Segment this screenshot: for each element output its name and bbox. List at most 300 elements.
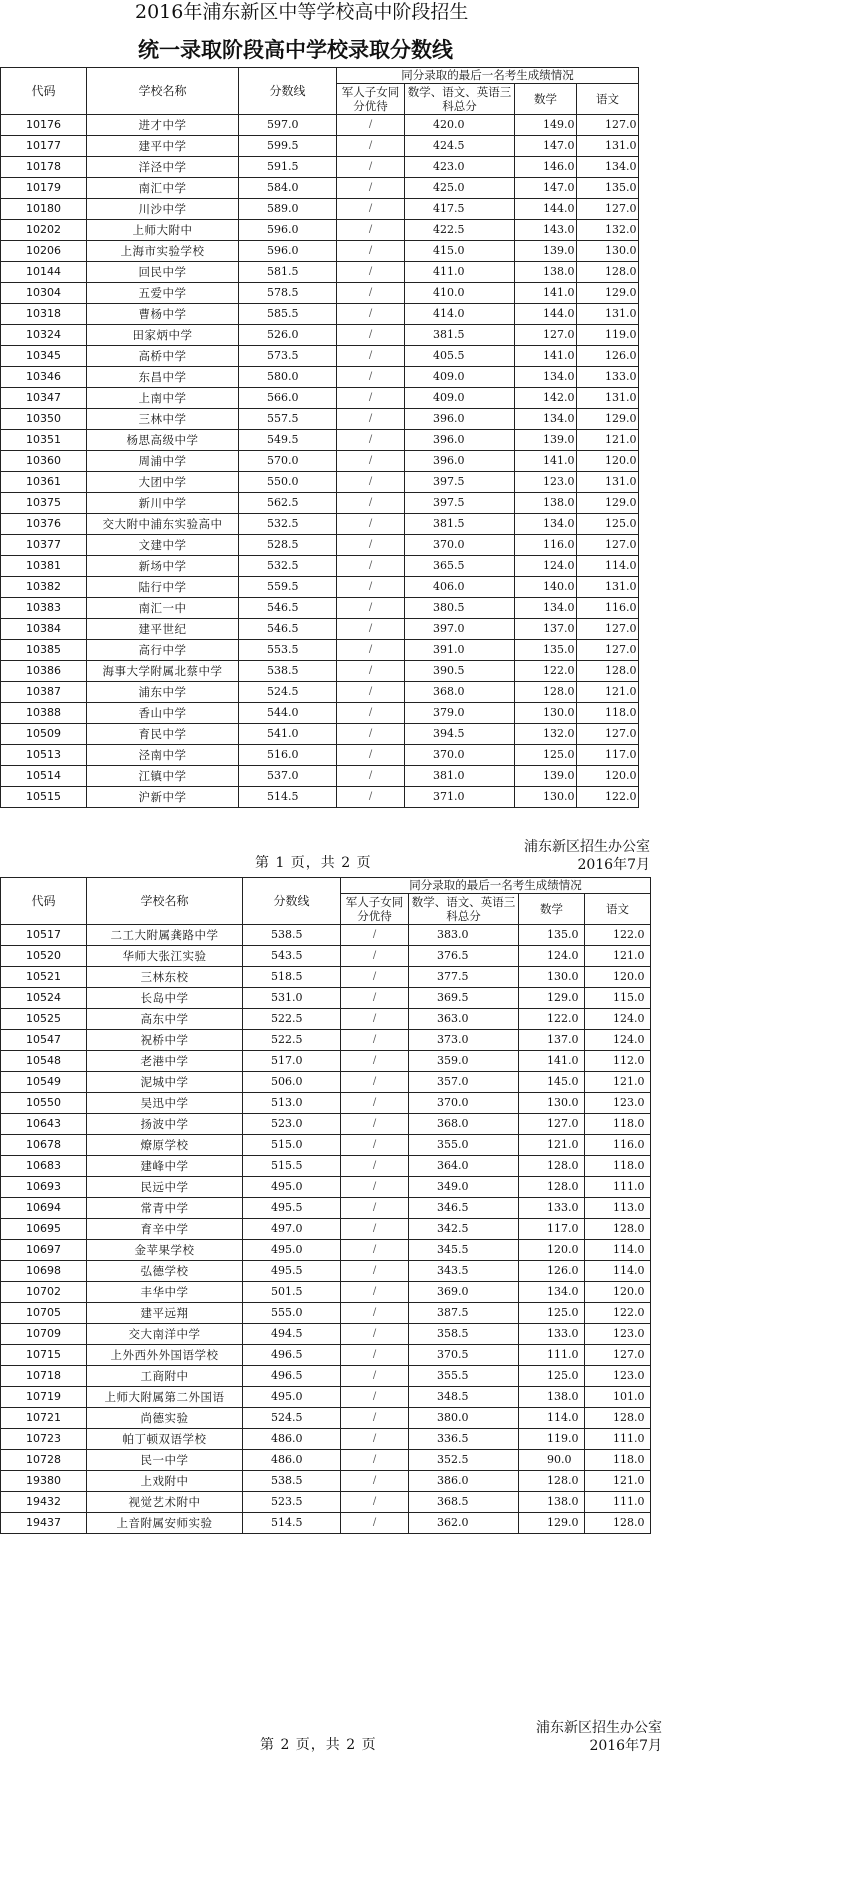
issuer-block-page-1 xyxy=(460,838,650,874)
chinese-score: 115.0 xyxy=(585,988,651,1009)
math-score: 134.0 xyxy=(515,367,577,388)
three-subject-total: 369.5 xyxy=(409,988,519,1009)
score-line: 486.0 xyxy=(243,1450,341,1471)
score-line: 495.5 xyxy=(243,1261,341,1282)
table-row xyxy=(1,514,639,535)
table-row xyxy=(1,1114,651,1135)
math-score: 125.0 xyxy=(515,745,577,766)
score-line: 581.5 xyxy=(239,262,337,283)
score-line: 522.5 xyxy=(243,1030,341,1051)
math-score: 138.0 xyxy=(519,1387,585,1408)
table-row xyxy=(1,136,639,157)
chinese-score: 113.0 xyxy=(585,1198,651,1219)
three-subject-total: 396.0 xyxy=(405,451,515,472)
score-line: 596.0 xyxy=(239,220,337,241)
school-code: 10520 xyxy=(1,946,87,967)
table-row xyxy=(1,925,651,946)
math-score: 124.0 xyxy=(519,946,585,967)
military-priority: / xyxy=(337,661,405,682)
score-line: 514.5 xyxy=(243,1513,341,1534)
school-name: 沪新中学 xyxy=(87,787,239,808)
school-name: 曹杨中学 xyxy=(87,304,239,325)
school-code: 10206 xyxy=(1,241,87,262)
score-line: 497.0 xyxy=(243,1219,341,1240)
table-row xyxy=(1,1198,651,1219)
military-priority: / xyxy=(341,1471,409,1492)
military-priority: / xyxy=(341,1303,409,1324)
table-row xyxy=(1,472,639,493)
table-row xyxy=(1,1513,651,1534)
chinese-score: 132.0 xyxy=(577,220,639,241)
chinese-score: 128.0 xyxy=(585,1408,651,1429)
header-score-line: 分数线 xyxy=(243,878,341,925)
score-line: 566.0 xyxy=(239,388,337,409)
score-line: 518.5 xyxy=(243,967,341,988)
score-line: 531.0 xyxy=(243,988,341,1009)
math-score: 129.0 xyxy=(519,988,585,1009)
table-row xyxy=(1,661,639,682)
three-subject-total: 370.0 xyxy=(405,535,515,556)
math-score: 125.0 xyxy=(519,1366,585,1387)
school-code: 10346 xyxy=(1,367,87,388)
table-row xyxy=(1,1408,651,1429)
military-priority: / xyxy=(341,1240,409,1261)
table-row xyxy=(1,1156,651,1177)
document-title: 2016年浦东新区中等学校高中阶段招生 xyxy=(135,1,469,23)
score-line: 555.0 xyxy=(243,1303,341,1324)
table-row xyxy=(1,346,639,367)
school-name: 建峰中学 xyxy=(87,1156,243,1177)
three-subject-total: 359.0 xyxy=(409,1051,519,1072)
school-name: 海事大学附属北蔡中学 xyxy=(87,661,239,682)
military-priority: / xyxy=(337,451,405,472)
table-row xyxy=(1,1051,651,1072)
three-subject-total: 342.5 xyxy=(409,1219,519,1240)
school-code: 10388 xyxy=(1,703,87,724)
chinese-score: 122.0 xyxy=(585,1303,651,1324)
chinese-score: 121.0 xyxy=(585,1072,651,1093)
three-subject-total: 414.0 xyxy=(405,304,515,325)
math-score: 128.0 xyxy=(519,1177,585,1198)
header-chinese: 语文 xyxy=(577,84,639,115)
school-code: 10304 xyxy=(1,283,87,304)
math-score: 137.0 xyxy=(519,1030,585,1051)
school-code: 10360 xyxy=(1,451,87,472)
table-row xyxy=(1,619,639,640)
three-subject-total: 380.0 xyxy=(409,1408,519,1429)
math-score: 142.0 xyxy=(515,388,577,409)
school-code: 10382 xyxy=(1,577,87,598)
three-subject-total: 368.5 xyxy=(409,1492,519,1513)
chinese-score: 118.0 xyxy=(585,1114,651,1135)
table-row xyxy=(1,1429,651,1450)
math-score: 138.0 xyxy=(515,493,577,514)
school-name: 江镇中学 xyxy=(87,766,239,787)
three-subject-total: 371.0 xyxy=(405,787,515,808)
chinese-score: 101.0 xyxy=(585,1387,651,1408)
chinese-score: 127.0 xyxy=(577,619,639,640)
math-score: 126.0 xyxy=(519,1261,585,1282)
three-subject-total: 357.0 xyxy=(409,1072,519,1093)
school-code: 10513 xyxy=(1,745,87,766)
math-score: 133.0 xyxy=(519,1198,585,1219)
table-row xyxy=(1,1135,651,1156)
score-line: 557.5 xyxy=(239,409,337,430)
three-subject-total: 394.5 xyxy=(405,724,515,745)
three-subject-total: 386.0 xyxy=(409,1471,519,1492)
table-row xyxy=(1,967,651,988)
military-priority: / xyxy=(337,199,405,220)
table-row xyxy=(1,598,639,619)
school-name: 泾南中学 xyxy=(87,745,239,766)
math-score: 135.0 xyxy=(519,925,585,946)
chinese-score: 127.0 xyxy=(585,1345,651,1366)
school-name: 华师大张江实验 xyxy=(87,946,243,967)
score-line: 570.0 xyxy=(239,451,337,472)
score-line: 513.0 xyxy=(243,1093,341,1114)
school-name: 扬波中学 xyxy=(87,1114,243,1135)
military-priority: / xyxy=(337,577,405,598)
school-code: 10345 xyxy=(1,346,87,367)
school-code: 10695 xyxy=(1,1219,87,1240)
school-name: 祝桥中学 xyxy=(87,1030,243,1051)
three-subject-total: 370.0 xyxy=(409,1093,519,1114)
school-code: 10709 xyxy=(1,1324,87,1345)
table-row xyxy=(1,988,651,1009)
score-line: 541.0 xyxy=(239,724,337,745)
military-priority: / xyxy=(341,988,409,1009)
military-priority: / xyxy=(337,262,405,283)
school-code: 10521 xyxy=(1,967,87,988)
school-name: 陆行中学 xyxy=(87,577,239,598)
table-row xyxy=(1,1387,651,1408)
military-priority: / xyxy=(341,946,409,967)
military-priority: / xyxy=(341,967,409,988)
three-subject-total: 417.5 xyxy=(405,199,515,220)
school-name: 交大南洋中学 xyxy=(87,1324,243,1345)
chinese-score: 120.0 xyxy=(585,967,651,988)
chinese-score: 121.0 xyxy=(585,946,651,967)
school-name: 南汇中学 xyxy=(87,178,239,199)
military-priority: / xyxy=(341,1450,409,1471)
three-subject-total: 368.0 xyxy=(409,1114,519,1135)
score-line: 495.5 xyxy=(243,1198,341,1219)
header-score-line: 分数线 xyxy=(239,68,337,115)
math-score: 130.0 xyxy=(515,703,577,724)
chinese-score: 134.0 xyxy=(577,157,639,178)
score-line: 506.0 xyxy=(243,1072,341,1093)
school-name: 燎原学校 xyxy=(87,1135,243,1156)
school-name: 新场中学 xyxy=(87,556,239,577)
school-code: 10524 xyxy=(1,988,87,1009)
math-score: 128.0 xyxy=(519,1156,585,1177)
school-code: 10386 xyxy=(1,661,87,682)
chinese-score: 131.0 xyxy=(577,472,639,493)
school-name: 田家炳中学 xyxy=(87,325,239,346)
score-line: 591.5 xyxy=(239,157,337,178)
school-code: 10351 xyxy=(1,430,87,451)
school-name: 尚德实验 xyxy=(87,1408,243,1429)
chinese-score: 114.0 xyxy=(577,556,639,577)
military-priority: / xyxy=(341,1387,409,1408)
military-priority: / xyxy=(337,640,405,661)
chinese-score: 129.0 xyxy=(577,493,639,514)
table-row xyxy=(1,640,639,661)
military-priority: / xyxy=(337,535,405,556)
school-code: 10683 xyxy=(1,1156,87,1177)
math-score: 147.0 xyxy=(515,178,577,199)
school-code: 10678 xyxy=(1,1135,87,1156)
school-name: 建平中学 xyxy=(87,136,239,157)
school-name: 回民中学 xyxy=(87,262,239,283)
chinese-score: 131.0 xyxy=(577,388,639,409)
military-priority: / xyxy=(337,346,405,367)
school-name: 洋泾中学 xyxy=(87,157,239,178)
score-line: 524.5 xyxy=(243,1408,341,1429)
table-row xyxy=(1,262,639,283)
math-score: 90.0 xyxy=(519,1450,585,1471)
chinese-score: 120.0 xyxy=(585,1282,651,1303)
chinese-score: 122.0 xyxy=(577,787,639,808)
chinese-score: 122.0 xyxy=(585,925,651,946)
score-line: 573.5 xyxy=(239,346,337,367)
header-math: 数学 xyxy=(515,84,577,115)
school-code: 10361 xyxy=(1,472,87,493)
military-priority: / xyxy=(341,1156,409,1177)
school-name: 高桥中学 xyxy=(87,346,239,367)
school-name: 帕丁顿双语学校 xyxy=(87,1429,243,1450)
school-name: 老港中学 xyxy=(87,1051,243,1072)
chinese-score: 129.0 xyxy=(577,283,639,304)
school-name: 川沙中学 xyxy=(87,199,239,220)
table-row xyxy=(1,367,639,388)
military-priority: / xyxy=(337,724,405,745)
military-priority: / xyxy=(337,766,405,787)
math-score: 130.0 xyxy=(515,787,577,808)
school-name: 交大附中浦东实验高中 xyxy=(87,514,239,535)
score-line: 501.5 xyxy=(243,1282,341,1303)
military-priority: / xyxy=(341,1366,409,1387)
table-row xyxy=(1,1261,651,1282)
header-code: 代码 xyxy=(1,878,87,925)
math-score: 144.0 xyxy=(515,304,577,325)
school-name: 泥城中学 xyxy=(87,1072,243,1093)
score-line: 562.5 xyxy=(239,493,337,514)
document-subtitle: 统一录取阶段高中学校录取分数线 xyxy=(138,38,453,62)
score-line: 578.5 xyxy=(239,283,337,304)
table-row xyxy=(1,115,639,136)
three-subject-total: 355.0 xyxy=(409,1135,519,1156)
military-priority: / xyxy=(337,430,405,451)
score-line: 546.5 xyxy=(239,598,337,619)
chinese-score: 118.0 xyxy=(585,1450,651,1471)
school-name: 建平世纪 xyxy=(87,619,239,640)
school-code: 10697 xyxy=(1,1240,87,1261)
math-score: 144.0 xyxy=(515,199,577,220)
math-score: 145.0 xyxy=(519,1072,585,1093)
chinese-score: 128.0 xyxy=(577,661,639,682)
math-score: 130.0 xyxy=(519,1093,585,1114)
school-name: 育民中学 xyxy=(87,724,239,745)
math-score: 122.0 xyxy=(515,661,577,682)
military-priority: / xyxy=(341,1282,409,1303)
table-row xyxy=(1,682,639,703)
school-code: 10643 xyxy=(1,1114,87,1135)
header-school-name: 学校名称 xyxy=(87,878,243,925)
military-priority: / xyxy=(337,304,405,325)
school-code: 10350 xyxy=(1,409,87,430)
military-priority: / xyxy=(341,1051,409,1072)
military-priority: / xyxy=(341,1492,409,1513)
military-priority: / xyxy=(337,283,405,304)
school-name: 南汇一中 xyxy=(87,598,239,619)
table-row xyxy=(1,283,639,304)
header-three-subject-total: 数学、语文、英语三科总分 xyxy=(409,894,519,925)
chinese-score: 123.0 xyxy=(585,1366,651,1387)
school-name: 弘德学校 xyxy=(87,1261,243,1282)
military-priority: / xyxy=(337,367,405,388)
chinese-score: 121.0 xyxy=(585,1471,651,1492)
table-row xyxy=(1,220,639,241)
three-subject-total: 409.0 xyxy=(405,367,515,388)
school-name: 金苹果学校 xyxy=(87,1240,243,1261)
three-subject-total: 396.0 xyxy=(405,430,515,451)
military-priority: / xyxy=(341,1219,409,1240)
school-name: 上海市实验学校 xyxy=(87,241,239,262)
school-code: 10721 xyxy=(1,1408,87,1429)
score-table-page-2 xyxy=(0,877,651,1534)
chinese-score: 124.0 xyxy=(585,1030,651,1051)
school-code: 10377 xyxy=(1,535,87,556)
military-priority: / xyxy=(341,925,409,946)
chinese-score: 111.0 xyxy=(585,1429,651,1450)
math-score: 116.0 xyxy=(515,535,577,556)
three-subject-total: 397.5 xyxy=(405,493,515,514)
math-score: 119.0 xyxy=(519,1429,585,1450)
math-score: 139.0 xyxy=(515,430,577,451)
math-score: 127.0 xyxy=(519,1114,585,1135)
table-row xyxy=(1,304,639,325)
school-code: 10384 xyxy=(1,619,87,640)
score-line: 599.5 xyxy=(239,136,337,157)
math-score: 139.0 xyxy=(515,241,577,262)
chinese-score: 118.0 xyxy=(577,703,639,724)
military-priority: / xyxy=(337,241,405,262)
math-score: 137.0 xyxy=(515,619,577,640)
table-row xyxy=(1,724,639,745)
school-name: 丰华中学 xyxy=(87,1282,243,1303)
chinese-score: 119.0 xyxy=(577,325,639,346)
school-code: 10179 xyxy=(1,178,87,199)
score-table-page-1 xyxy=(0,67,639,808)
three-subject-total: 422.5 xyxy=(405,220,515,241)
school-name: 二工大附属龚路中学 xyxy=(87,925,243,946)
score-line: 516.0 xyxy=(239,745,337,766)
header-tie-group: 同分录取的最后一名考生成绩情况 xyxy=(337,68,639,84)
chinese-score: 128.0 xyxy=(577,262,639,283)
issuer-block-page-2 xyxy=(472,1719,662,1755)
math-score: 120.0 xyxy=(519,1240,585,1261)
school-code: 10347 xyxy=(1,388,87,409)
score-line: 515.0 xyxy=(243,1135,341,1156)
math-score: 140.0 xyxy=(515,577,577,598)
military-priority: / xyxy=(337,136,405,157)
table-row xyxy=(1,703,639,724)
table-row xyxy=(1,241,639,262)
military-priority: / xyxy=(337,556,405,577)
military-priority: / xyxy=(341,1177,409,1198)
score-line: 515.5 xyxy=(243,1156,341,1177)
school-code: 10509 xyxy=(1,724,87,745)
score-line: 496.5 xyxy=(243,1345,341,1366)
school-name: 大团中学 xyxy=(87,472,239,493)
score-line: 523.0 xyxy=(243,1114,341,1135)
three-subject-total: 355.5 xyxy=(409,1366,519,1387)
military-priority: / xyxy=(337,787,405,808)
three-subject-total: 420.0 xyxy=(405,115,515,136)
three-subject-total: 370.0 xyxy=(405,745,515,766)
school-code: 10177 xyxy=(1,136,87,157)
score-line: 522.5 xyxy=(243,1009,341,1030)
military-priority: / xyxy=(341,1114,409,1135)
school-code: 10381 xyxy=(1,556,87,577)
school-code: 10728 xyxy=(1,1450,87,1471)
military-priority: / xyxy=(337,703,405,724)
three-subject-total: 405.5 xyxy=(405,346,515,367)
score-line: 524.5 xyxy=(239,682,337,703)
chinese-score: 131.0 xyxy=(577,136,639,157)
table-row xyxy=(1,1072,651,1093)
school-name: 五爱中学 xyxy=(87,283,239,304)
school-name: 上戏附中 xyxy=(87,1471,243,1492)
school-code: 10705 xyxy=(1,1303,87,1324)
military-priority: / xyxy=(341,1513,409,1534)
table-row xyxy=(1,178,639,199)
table-row xyxy=(1,1219,651,1240)
school-code: 10547 xyxy=(1,1030,87,1051)
military-priority: / xyxy=(341,1345,409,1366)
chinese-score: 127.0 xyxy=(577,535,639,556)
school-code: 10385 xyxy=(1,640,87,661)
three-subject-total: 424.5 xyxy=(405,136,515,157)
math-score: 128.0 xyxy=(519,1471,585,1492)
school-code: 10180 xyxy=(1,199,87,220)
military-priority: / xyxy=(337,472,405,493)
three-subject-total: 409.0 xyxy=(405,388,515,409)
three-subject-total: 383.0 xyxy=(409,925,519,946)
school-name: 常青中学 xyxy=(87,1198,243,1219)
school-code: 10202 xyxy=(1,220,87,241)
math-score: 121.0 xyxy=(519,1135,585,1156)
school-code: 19432 xyxy=(1,1492,87,1513)
math-score: 139.0 xyxy=(515,766,577,787)
table-row xyxy=(1,1450,651,1471)
math-score: 134.0 xyxy=(515,514,577,535)
table-row xyxy=(1,451,639,472)
table-row xyxy=(1,577,639,598)
score-line: 589.0 xyxy=(239,199,337,220)
school-name: 建平远翔 xyxy=(87,1303,243,1324)
three-subject-total: 345.5 xyxy=(409,1240,519,1261)
three-subject-total: 396.0 xyxy=(405,409,515,430)
math-score: 129.0 xyxy=(519,1513,585,1534)
school-code: 10376 xyxy=(1,514,87,535)
math-score: 122.0 xyxy=(519,1009,585,1030)
math-score: 135.0 xyxy=(515,640,577,661)
table-row xyxy=(1,1303,651,1324)
math-score: 141.0 xyxy=(515,451,577,472)
military-priority: / xyxy=(337,409,405,430)
